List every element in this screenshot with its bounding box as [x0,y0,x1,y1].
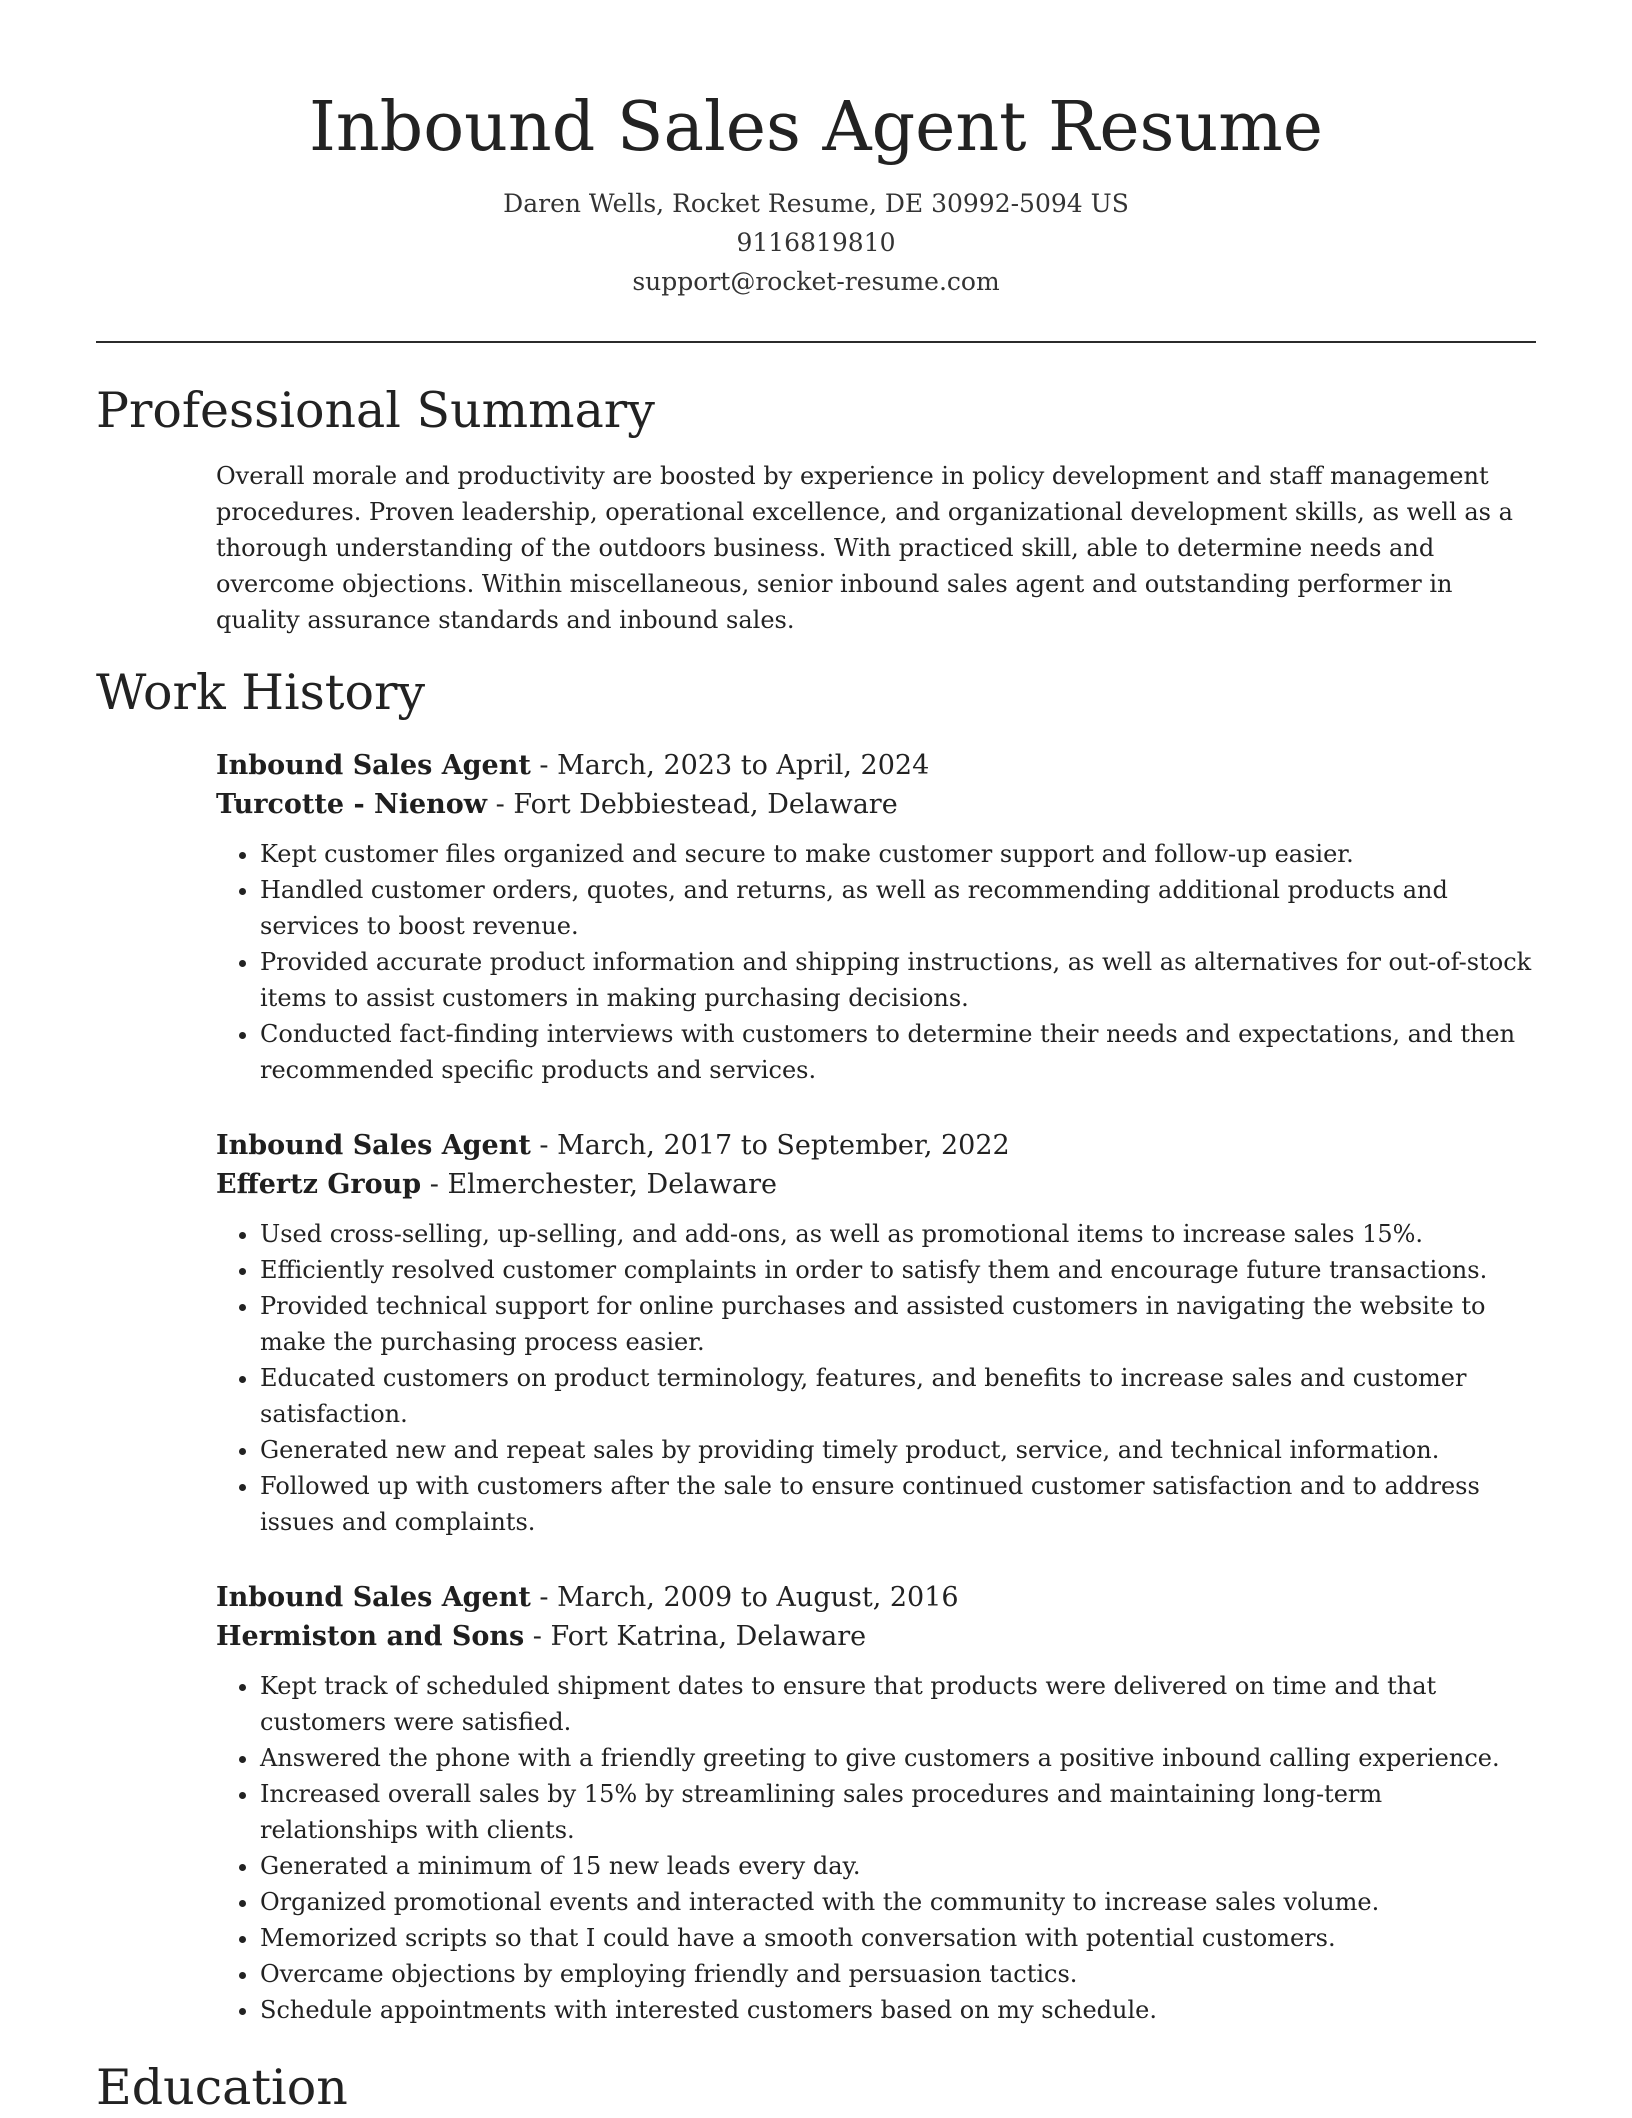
job-dates: - March, 2009 to August, 2016 [530,1582,959,1613]
job-title-line [216,1126,1536,1165]
job-company: Hermiston and Sons [216,1621,525,1652]
job-bullet: • Used cross-selling, up-selling, and add-ons, as well as promotional items to increase sales 15%. [260,1216,1536,1252]
job-title-line [216,746,1536,785]
job-location: - Elmerchester, Delaware [421,1169,778,1200]
education-heading: Education [96,2059,348,2116]
job-bullet: • Organized promotional events and interacted with the community to increase sales volume. [260,1884,1536,1920]
job-location: - Fort Debbiestead, Delaware [487,789,898,820]
job-bullet: • Educated customers on product terminology, features, and benefits to increase sales and customer satisfaction. [260,1360,1536,1432]
job-bullet: • Answered the phone with a friendly greeting to give customers a positive inbound calling experience. [260,1740,1536,1776]
job-location: - Fort Katrina, Delaware [524,1621,867,1652]
job-company-line [216,1165,1536,1204]
job-role: Inbound Sales Agent [216,1582,531,1613]
header-divider [96,341,1536,343]
job-bullets [216,1216,1536,1540]
job-bullet: • Kept customer files organized and secure to make customer support and follow-up easier. [260,836,1536,872]
job-company-line [216,1617,1536,1656]
job-bullet: • Generated new and repeat sales by providing timely product, service, and technical information. [260,1432,1536,1468]
job-bullet: • Increased overall sales by 15% by streamlining sales procedures and maintaining long-term relationships with clients. [260,1776,1536,1848]
job-title-line [216,1578,1536,1617]
job-bullet: • Provided accurate product information and shipping instructions, as well as alternatives for out-of-stock items to assist customers in making purchasing decisions. [260,944,1536,1016]
contact-email: support@rocket-resume.com [632,267,1000,296]
job-dates: - March, 2017 to September, 2022 [530,1130,1010,1161]
job-bullets [216,836,1536,1088]
job-bullet: • Kept track of scheduled shipment dates to ensure that products were delivered on time and that customers were satisfied. [260,1668,1536,1740]
job-bullet: • Followed up with customers after the sale to ensure continued customer satisfaction and to address issues and complaints. [260,1468,1536,1540]
job-company: Effertz Group [216,1169,422,1200]
job-entry [216,1126,1536,1540]
contact-block [0,184,1632,301]
job-entry [216,1578,1536,2028]
job-company: Turcotte - Nienow [216,789,488,820]
job-bullet: • Efficiently resolved customer complaints in order to satisfy them and encourage future transactions. [260,1252,1536,1288]
job-bullet: • Handled customer orders, quotes, and returns, as well as recommending additional products and services to boost revenue. [260,872,1536,944]
work-history-heading: Work History [96,664,426,721]
job-bullets [216,1668,1536,2028]
job-bullet: • Schedule appointments with interested customers based on my schedule. [260,1992,1536,2028]
contact-phone: 9116819810 [736,228,896,257]
resume-header [0,0,1632,301]
job-role: Inbound Sales Agent [216,750,531,781]
job-company-line [216,785,1536,824]
summary-heading: Professional Summary [96,382,655,439]
job-bullet: • Memorized scripts so that I could have a smooth conversation with potential customers. [260,1920,1536,1956]
job-bullet: • Generated a minimum of 15 new leads every day. [260,1848,1536,1884]
job-entry [216,746,1536,1088]
job-bullet: • Provided technical support for online purchases and assisted customers in navigating the website to make the purchasing process easier. [260,1288,1536,1360]
contact-address: Daren Wells, Rocket Resume, DE 30992-5094 US [503,189,1129,218]
job-role: Inbound Sales Agent [216,1130,531,1161]
job-bullet: • Overcame objections by employing friendly and persuasion tactics. [260,1956,1536,1992]
job-bullet: • Conducted fact-finding interviews with customers to determine their needs and expectations, and then recommended specific products and services. [260,1016,1536,1088]
resume-title: Inbound Sales Agent Resume [309,88,1323,167]
job-dates: - March, 2023 to April, 2024 [530,750,930,781]
summary-text: Overall morale and productivity are boosted by experience in policy development and staff management procedures. Proven leadership, operational excellence, and organizational development skills, as well as a thorough understanding of the outdoors business. With practiced skill, able to determine needs and overcome objections. Within miscellaneous, senior inbound sales agent and outstanding performer in quality assurance standards and inbound sales. [216,462,1513,634]
